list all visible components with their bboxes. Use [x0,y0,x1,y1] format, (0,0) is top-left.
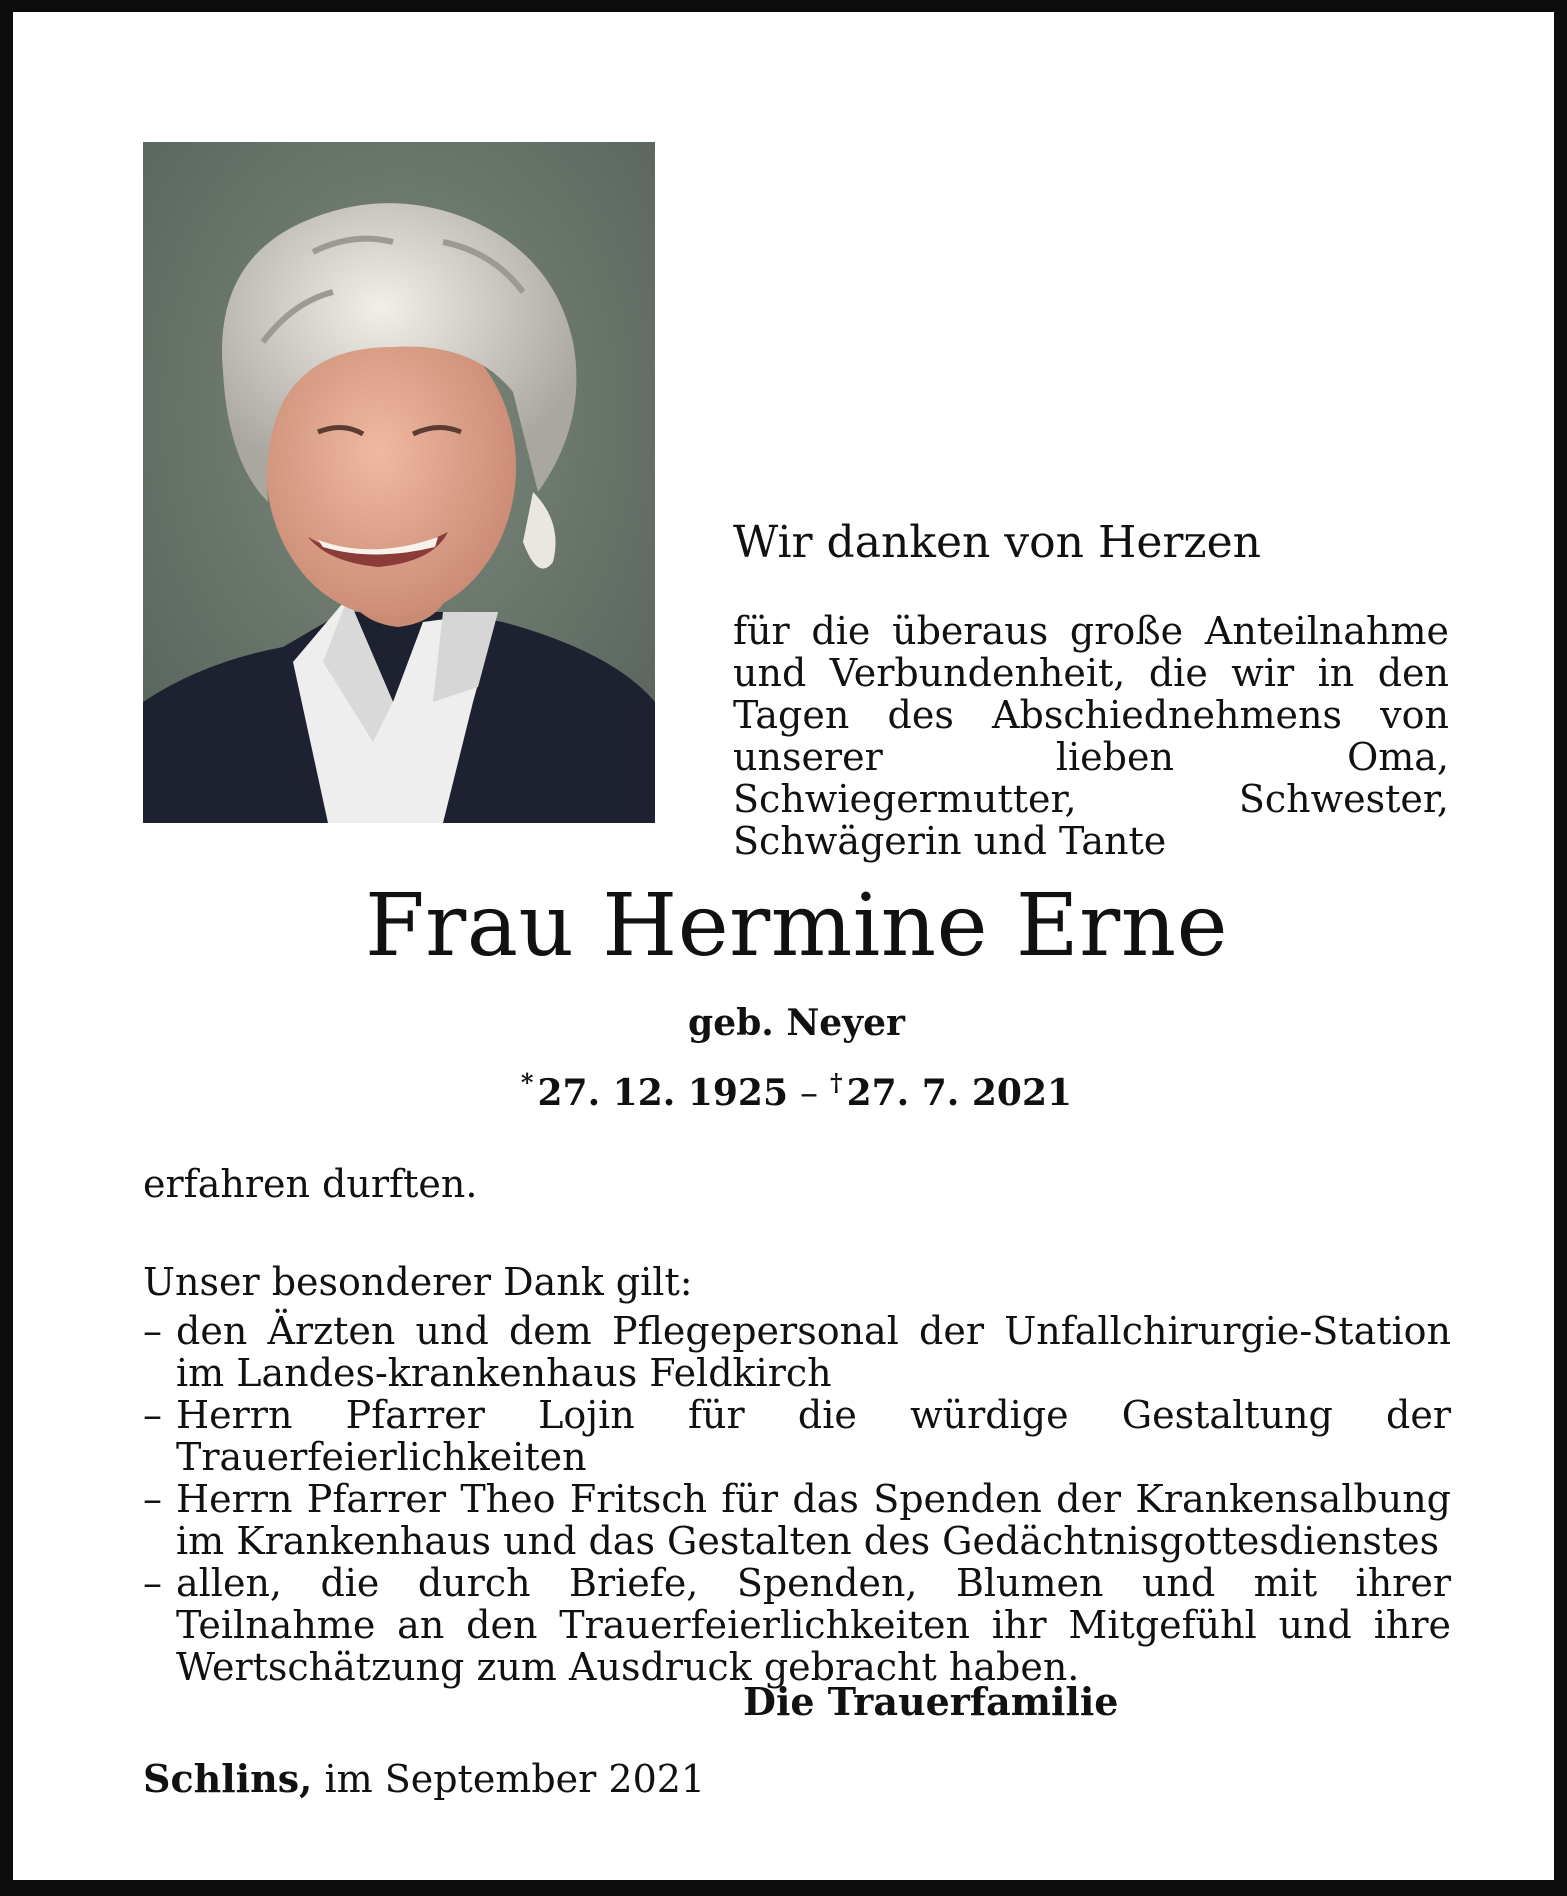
place-date-line [143,1756,705,1803]
life-dates [13,1069,1567,1115]
portrait-photo [143,142,655,823]
list-item-text: allen, die durch Briefe, Spenden, Blumen und mit ihrer Teilnahme an den Trauerfeierlichkeiten ihr Mitgefühl und ihre Wertschätzung zum Ausdruck gebracht haben. [176,1561,1451,1689]
list-item-text: Herrn Pfarrer Theo Fritsch für das Spenden der Krankensalbung im Krankenhaus und das Gestalten des Gedächtnisgottesdienstes [176,1477,1451,1563]
date-line: im September 2021 [324,1757,706,1801]
list-dash: – [143,1477,162,1521]
experienced-line: erfahren durften. [143,1162,478,1206]
intro-paragraph: für die überaus große Anteilnahme und Verbundenheit, die wir in den Tagen des Abschiednehmens von unserer lieben Oma, Schwiegermutter, Schwester, Schwägerin und Tante [733,609,1449,863]
list-dash: – [143,1561,162,1605]
thanks-list [143,1310,1451,1688]
place-name: Schlins, [143,1756,313,1801]
birth-date: 27. 12. 1925 [537,1072,789,1114]
signature: Die Trauerfamilie [743,1679,1119,1724]
thanks-heading: Wir danken von Herzen [733,517,1261,568]
date-separator: – [800,1073,819,1114]
list-item [143,1478,1451,1562]
list-item-text: Herrn Pfarrer Lojin für die würdige Gestaltung der Trauerfeierlichkeiten [176,1393,1451,1479]
special-thanks-heading: Unser besonderer Dank gilt: [143,1260,693,1304]
death-date: 27. 7. 2021 [846,1072,1073,1114]
list-item-text: den Ärzten und dem Pflegepersonal der Unfallchirurgie-Station im Landes-krankenhaus Feldkirch [176,1309,1451,1395]
list-dash: – [143,1393,162,1437]
birth-symbol: * [520,1068,534,1097]
list-item [143,1394,1451,1478]
list-item [143,1310,1451,1394]
maiden-name: geb. Neyer [688,1002,905,1044]
list-item [143,1562,1451,1688]
death-symbol: † [830,1068,843,1097]
list-dash: – [143,1309,162,1353]
deceased-name: Frau Hermine Erne [364,876,1229,976]
